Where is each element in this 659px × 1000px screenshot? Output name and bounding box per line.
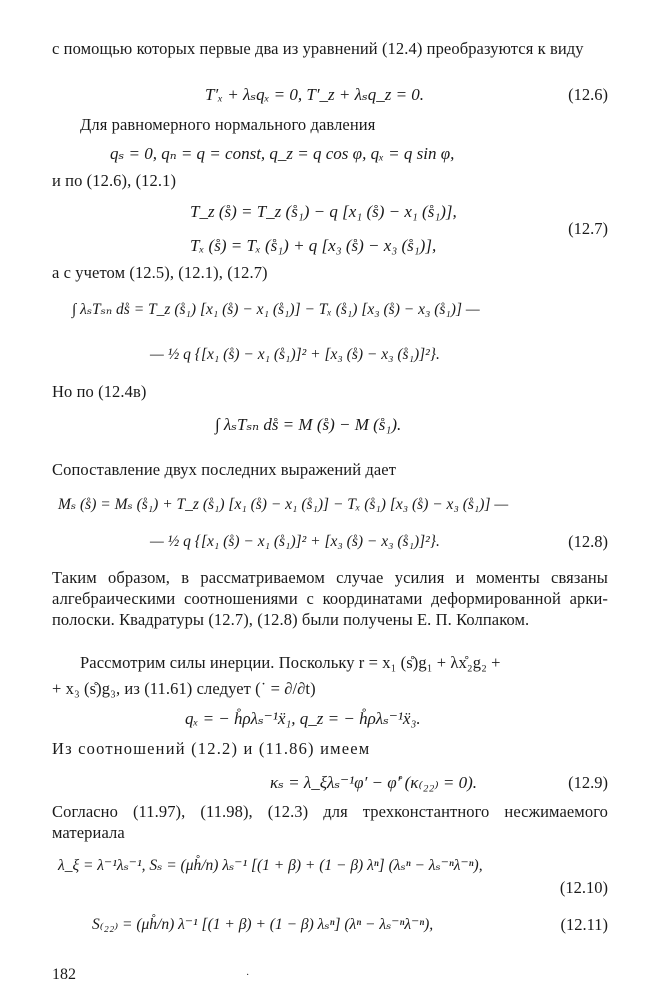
paragraph-1: с помощью которых первые два из уравнений (12.4) преобразуются к виду — [52, 39, 584, 58]
page-number: 182 — [52, 966, 76, 983]
equation-12-7-first-line: T_z (s̊) = T_z (s̊₁) − q [x₁ (s̊) − x₁ (s̊₁)], — [190, 202, 457, 221]
equation-number-12-7: (12.7) — [568, 219, 608, 238]
equation-12-9: κₛ = λ_ξλₛ⁻¹φ′ − φ̊′ (κ₍₂₂₎ = 0). — [270, 773, 478, 792]
paragraph-9: Из соотношений (12.2) и (11.86) имеем — [52, 739, 371, 758]
equation-12-6: T′ₓ + λₛqₓ = 0, T′_z + λₛq_z = 0. — [205, 85, 425, 104]
equation-12-10: λ_ξ = λ⁻¹λₛ⁻¹, Sₛ = (μh̊/n) λₛ⁻¹ [(1 + β) + (1 − β) λⁿ] (λₛⁿ − λₛ⁻ⁿλ⁻ⁿ), — [58, 857, 483, 874]
paragraph-10: Согласно (11.97), (11.98), (12.3) для трехконстантного несжимаемого материала — [52, 802, 608, 842]
paragraph-7: Таким образом, в рассматриваемом случае усилия и моменты связаны алгебраическими соотношениями с координатами деформированной арки-полоски. Квадратуры (12.7), (12.8) были получены Е. П. Колпаком. — [52, 568, 608, 629]
equation-integral-second-line: — ½ q {[x₁ (s̊) − x₁ (s̊₁)]² + [x₃ (s̊) − x₃ (s̊₁)]²}. — [150, 346, 440, 363]
paragraph-8-first-line: Рассмотрим силы инерции. Поскольку r = x₁ (s̊)g₁ + λx̊₂g₂ + — [80, 653, 501, 672]
equation-12-11: S₍₂₂₎ = (μh̊/n) λ⁻¹ [(1 + β) + (1 − β) λₛⁿ] (λⁿ − λₛ⁻ⁿλ⁻ⁿ), — [92, 916, 434, 933]
equation-number-12-8: (12.8) — [568, 532, 608, 551]
equation-inertia: qₓ = − h̊ρλₛ⁻¹ẍ₁, q_z = − h̊ρλₛ⁻¹ẍ₃. — [185, 709, 421, 728]
equation-pressure: qₛ = 0, qₙ = q = const, q_z = q cos φ, qₓ = q sin φ, — [110, 144, 455, 163]
equation-12-8-second-line: — ½ q {[x₁ (s̊) − x₁ (s̊₁)]² + [x₃ (s̊) − x₃ (s̊₁)]²}. — [150, 533, 440, 550]
paragraph-3: и по (12.6), (12.1) — [52, 171, 177, 190]
equation-12-7-second-line: Tₓ (s̊) = Tₓ (s̊₁) + q [x₃ (s̊) − x₃ (s̊₁)], — [190, 236, 437, 255]
equation-moment: ∫ λₛTₛₙ ds̊ = M (s̊) − M (s̊₁). — [215, 415, 402, 434]
paragraph-8-second-line: + x₃ (s̊)g₃, из (11.61) следует (˙ = ∂/∂t) — [52, 679, 316, 698]
paragraph-6: Сопоставление двух последних выражений дает — [52, 460, 396, 479]
equation-number-12-6: (12.6) — [568, 85, 608, 104]
paragraph-2: Для равномерного нормального давления — [80, 115, 376, 134]
equation-number-12-10: (12.10) — [559, 878, 608, 897]
equation-integral-first-line: ∫ λₛTₛₙ ds̊ = T_z (s̊₁) [x₁ (s̊) − x₁ (s̊₁)] − Tₓ (s̊₁) [x₃ (s̊) − x₃ (s̊₁)] — — [72, 301, 480, 318]
equation-12-8-first-line: Mₛ (s̊) = Mₛ (s̊₁) + T_z (s̊₁) [x₁ (s̊) − x₁ (s̊₁)] − Tₓ (s̊₁) [x₃ (s̊) − x₃ (s̊₁)] — — [58, 496, 509, 513]
paragraph-4: а с учетом (12.5), (12.1), (12.7) — [52, 263, 268, 282]
equation-number-12-11: (12.11) — [560, 915, 608, 934]
paragraph-5: Но по (12.4в) — [52, 382, 147, 401]
print-speck: · — [246, 970, 250, 981]
equation-number-12-9: (12.9) — [568, 773, 608, 792]
